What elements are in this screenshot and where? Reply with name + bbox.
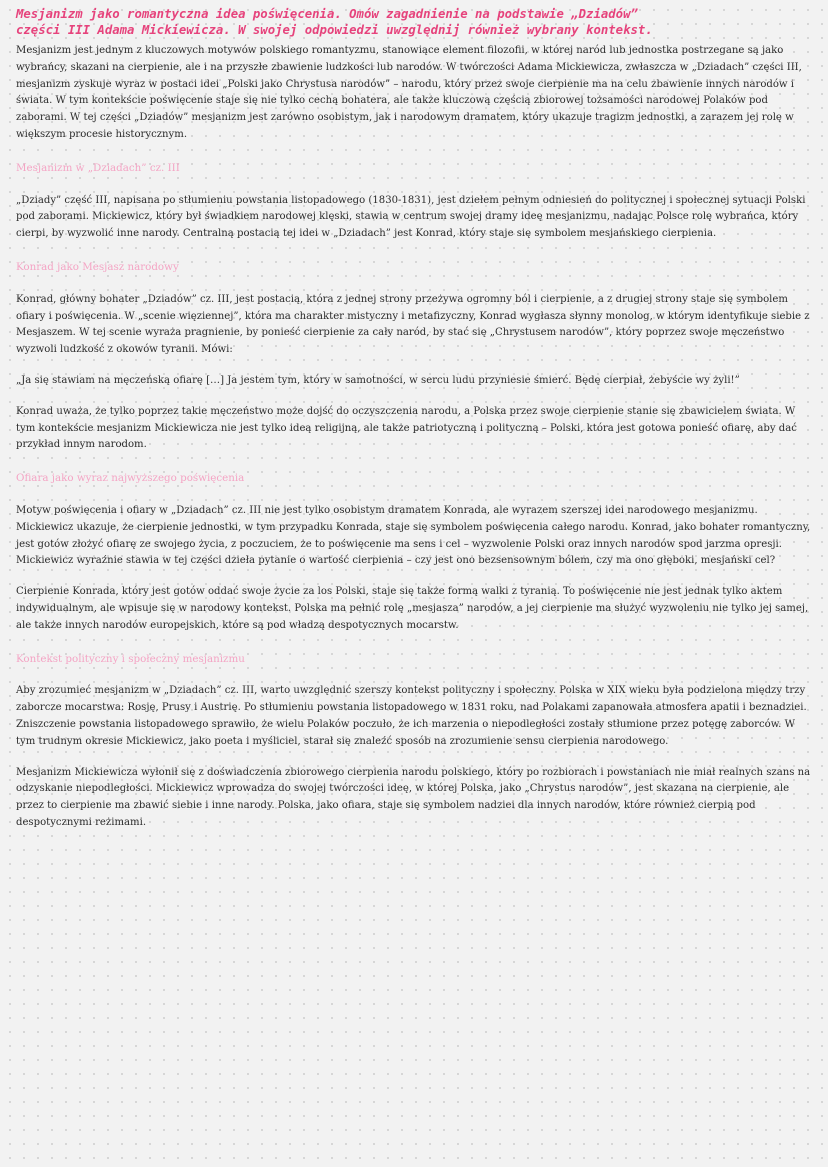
spacer xyxy=(16,570,812,584)
spacer xyxy=(16,243,812,259)
section-paragraph: Aby zrozumieć mesjanizm w „Dziadach” cz. III, warto uwzględnić szerszy kontekst polityczny i społeczny. Polska w XIX wieku była podzielona między trzy zaborcze mocarstwa: Rosję, Prusy i Austrię. Po stłumieniu powstania listopadowego w 1831 roku, nad Polakami zapanowała atmosfera apatii i beznadziei. Zniszczenie powstania listopadowego sprawiło, że wielu Polaków poczuło, że ich marzenia o niepodległości zostały stłumione przez potęgę zaborców. W tym trudnym okresie Mickiewicz, jako poeta i myśliciel, starał się znaleźć sposób na zrozumienie sensu cierpienia narodowego. xyxy=(16,685,807,747)
spacer xyxy=(16,667,812,683)
spacer xyxy=(16,177,812,193)
spacer xyxy=(16,751,812,765)
section-heading-ofiara: Ofiara jako wyraz najwyższego poświęcenia xyxy=(16,472,245,485)
prompt-line-1: Mesjanizm jako romantyczna idea poświęcenia. Omów zagadnienie na podstawie „Dziadów” xyxy=(16,7,638,21)
section-paragraph: Konrad, główny bohater „Dziadów” cz. III, jest postacią, która z jednej strony przeżywa ogromny ból i cierpienie, a z drugiej strony staje się symbolem ofiary i poświęcenia. W „scenie więziennej”, która ma charakter mistyczny i metafizyczny, Konrad wygłasza słynny monolog, w którym identyfikuje siebie z Mesjaszem. W tej scenie wyraża pragnienie, by ponieść cierpienie za cały naród, by stać się „Chrystusem narodów”, który poprzez swoje męczeństwo wyzwoli ludzkość z okowów tyranii. Mówi: xyxy=(16,293,810,356)
document xyxy=(16,6,812,832)
spacer xyxy=(16,144,812,160)
intro-paragraph: Mesjanizm jest jednym z kluczowych motywów polskiego romantyzmu, stanowiące element filozofii, w której naród lub jednostka postrzegane są jako wybrańcy, skazani na cierpienie, ale i na przyszłe zbawienie ludzkości lub narodów. W twórczości Adama Mickiewicza, zwłaszcza w „Dziadach” części III, mesjanizm zyskuje wyraz w postaci idei „Polski jako Chrystusa narodów” – narodu, który przez swoje cierpienie ma na celu zbawienie innych narodów i świata. W tym kontekście poświęcenie staje się nie tylko cechą bohatera, ale także kluczową częścią zbiorowej tożsamości narodowej Polaków pod zaborami. W tej części „Dziadów” mesjanizm jest zarówno osobistym, jak i narodowym dramatem, który ukazuje tragizm jednostki, a zarazem jej rolę w większym procesie historycznym. xyxy=(16,45,802,140)
section-paragraph: „Dziady” część III, napisana po stłumieniu powstania listopadowego (1830-1831), jest dziełem pełnym odniesień do politycznej i społecznej sytuacji Polski pod zaborami. Mickiewicz, który był świadkiem narodowej klęski, stawia w centrum swojej dramy ideę mesjanizmu, nadając Polsce rolę wybrańca, który cierpi, by wyzwolić inne narody. Centralną postacią tej idei w „Dziadach” jest Konrad, który staje się symbolem mesjańskiego cierpienia. xyxy=(16,194,806,240)
spacer xyxy=(16,487,812,503)
spacer xyxy=(16,276,812,292)
section-paragraph: Motyw poświęcenia i ofiary w „Dziadach” cz. III nie jest tylko osobistym dramatem Konrada, ale wyrazem szerszej idei narodowego mesjanizmu. Mickiewicz ukazuje, że cierpienie jednostki, w tym przypadku Konrada, staje się symbolem poświęcenia całego narodu. Konrad, jako bohater romantyczny, jest gotów złożyć ofiarę ze swojego życia, z poczuciem, że to poświęcenie ma sens i cel – wyzwolenie Polski oraz innych narodów spod jarzma opresji. Mickiewicz wyraźnie stawia w tej części dzieła pytanie o wartość cierpienia – czy jest ono bezsensownym bólem, czy ma ono głęboki, mesjański cel? xyxy=(16,504,811,567)
section-paragraph: Mesjanizm Mickiewicza wyłonił się z doświadczenia zbiorowego cierpienia narodu polskiego, który po rozbiorach i powstaniach nie miał realnych szans na odzyskanie niepodległości. Mickiewicz wprowadza do swojej twórczości ideę, w której Polska, jako „Chrystus narodów”, jest skazana na cierpienie, ale przez to cierpienie ma zbawić siebie i inne narody. Polska, jako ofiara, staje się symbolem nadziei dla innych narodów, które również cierpią pod despotycznymi reżimami. xyxy=(16,766,811,828)
essay-prompt xyxy=(16,6,812,38)
section-paragraph: Cierpienie Konrada, który jest gotów oddać swoje życie za los Polski, staje się także formą walki z tyranią. To poświęcenie nie jest jednak tylko aktem indywidualnym, ale wpisuje się w narodowy kontekst. Polska ma pełnić rolę „mesjasza” narodów, a jej cierpienie ma służyć wyzwoleniu nie tylko jej samej, ale także innych narodów europejskich, które są pod władzą despotycznych mocarstw. xyxy=(16,586,809,631)
section-heading-kontekst: Kontekst polityczny i społeczny mesjanizmu xyxy=(16,652,245,665)
section-heading-mesjanizm: Mesjanizm w „Dziadach” cz. III xyxy=(16,161,180,174)
prompt-line-2: części III Adama Mickiewicza. W swojej odpowiedzi uwzględnij również wybrany kontekst. xyxy=(16,23,653,37)
spacer xyxy=(16,454,812,470)
spacer xyxy=(16,390,812,404)
spacer xyxy=(16,359,812,373)
section-heading-konrad: Konrad jako Mesjasz narodowy xyxy=(16,260,179,273)
quote-paragraph: „Ja się stawiam na męczeńską ofiarę […] Ja jestem tym, który w samotności, w sercu ludu przyniesie śmierć. Będę cierpiał, żebyście wy żyli!” xyxy=(16,374,740,386)
spacer xyxy=(16,635,812,651)
section-paragraph: Konrad uważa, że tylko poprzez takie męczeństwo może dojść do oczyszczenia narodu, a Polska przez swoje cierpienie stanie się zbawicielem świata. W tym kontekście mesjanizm Mickiewicza nie jest tylko ideą religijną, ale także patriotyczną i polityczną – Polski, która jest gotowa ponieść ofiarę, aby dać przykład innym narodom. xyxy=(16,405,797,451)
